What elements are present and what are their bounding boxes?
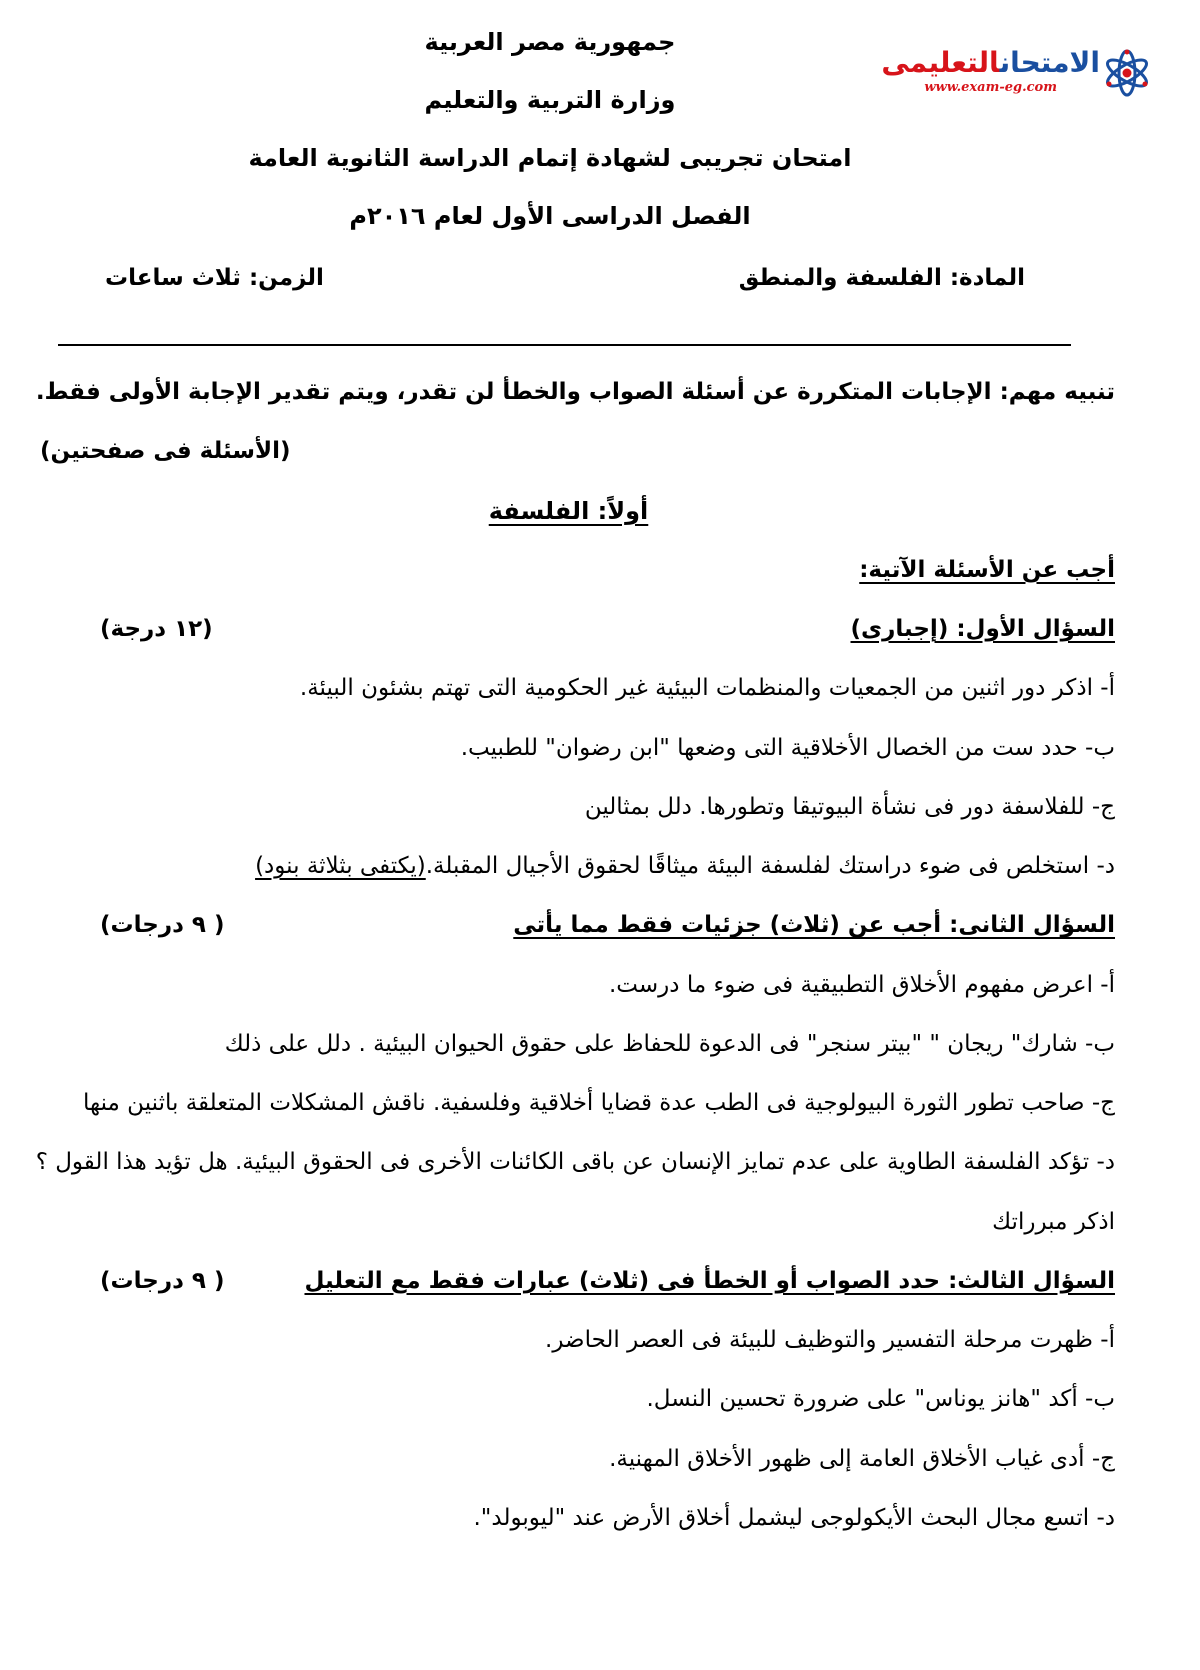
question-1-item-c: ج- للفلاسفة دور فى نشأة البيوتيقا وتطورها. دلل بمثالين [584, 793, 1115, 820]
question-3-item-d: د- اتسع مجال البحث الأيكولوجى ليشمل أخلاق الأرض عند "ليوبولد". [473, 1504, 1115, 1531]
question-2-item-d: د- تؤكد الفلسفة الطاوية على عدم تمايز الإنسان عن باقى الكائنات الأخرى فى الحقوق البيئية. هل تؤيد هذا القول ؟ اذكر مبرراتك [35, 1149, 1115, 1235]
section-title [22, 482, 1115, 541]
logo-name-part2: التعليمى [881, 46, 1000, 79]
exam-time: الزمن: ثلاث ساعات [105, 265, 324, 291]
question-2-item-a: أ- اعرض مفهوم الأخلاق التطبيقية فى ضوء ما درست. [609, 971, 1115, 998]
exam-info [105, 249, 1025, 307]
exam-header [130, 13, 970, 245]
general-instruction [22, 541, 1115, 600]
general-instruction-text: أجب عن الأسئلة الآتية: [859, 556, 1115, 583]
header-term: الفصل الدراسى الأول لعام ٢٠١٦م [349, 202, 751, 230]
pages-note: (الأسئلة فى صفحتين) [40, 438, 291, 465]
question-1-item-d [22, 837, 1115, 896]
question-1-item-b: ب- حدد ست من الخصال الأخلاقية التى وضعها "ابن رضوان" للطبيب. [460, 734, 1115, 761]
header-exam-title: امتحان تجريبى لشهادة إتمام الدراسة الثانوية العامة [248, 144, 852, 172]
question-2-item-b: ب- شارك" ريجان " "بيتر سنجر" فى الدعوة للحفاظ على حقوق الحيوان البيئية . دلل على ذلك [224, 1030, 1115, 1057]
question-3-marks: ( ٩ درجات) [100, 1267, 225, 1294]
question-3-title: السؤال الثالث: حدد الصواب أو الخطأ فى (ثلاث) عبارات فقط مع التعليل [304, 1267, 1115, 1294]
question-3-item-c: ج- أدى غياب الأخلاق العامة إلى ظهور الأخلاق المهنية. [609, 1445, 1115, 1472]
important-notice: تنبيه مهم: الإجابات المتكررة عن أسئلة الصواب والخطأ لن تقدر، ويتم تقدير الإجابة الأولى فقط. [35, 379, 1115, 405]
question-2-title: السؤال الثانى: أجب عن (ثلاث) جزئيات فقط مما يأتى [513, 912, 1115, 939]
header-ministry: وزارة التربية والتعليم [424, 86, 676, 114]
question-1-marks: (١٢ درجة) [100, 616, 213, 642]
exam-subject: المادة: الفلسفة والمنطق [738, 265, 1025, 291]
section-title-text: أولاً: الفلسفة [488, 496, 649, 525]
question-3-item-b: ب- أكد "هانز يوناس" على ضرورة تحسين النسل. [646, 1386, 1115, 1413]
question-3-item-a: أ- ظهرت مرحلة التفسير والتوظيف للبيئة فى العصر الحاضر. [545, 1327, 1115, 1353]
atom-icon [1104, 46, 1150, 100]
question-1-heading [22, 600, 1115, 659]
header-country: جمهورية مصر العربية [424, 28, 676, 56]
question-2-heading [22, 896, 1115, 955]
question-1-item-d-text: د- استخلص فى ضوء دراستك لفلسفة البيئة ميثاقًا لحقوق الأجيال المقبلة. [425, 853, 1115, 879]
header-divider [58, 344, 1071, 346]
logo-name-part1: الامتحان [999, 46, 1100, 79]
exam-content [22, 363, 1115, 1548]
question-2-item-c: ج- صاحب تطور الثورة البيولوجية فى الطب عدة قضايا أخلاقية وفلسفية. ناقش المشكلات المتعلقة باثنين منها [83, 1090, 1115, 1116]
question-1-item-a: أ- اذكر دور اثنين من الجمعيات والمنظمات البيئية غير الحكومية التى تهتم بشئون البيئة. [299, 675, 1115, 702]
question-1-item-d-note: (يكتفى بثلاثة بنود) [255, 853, 426, 879]
logo-url: www.exam-eg.com [924, 80, 1057, 95]
question-1-title: السؤال الأول: (إجبارى) [850, 616, 1115, 642]
question-3-heading [22, 1252, 1115, 1311]
question-2-marks: ( ٩ درجات) [100, 912, 225, 939]
